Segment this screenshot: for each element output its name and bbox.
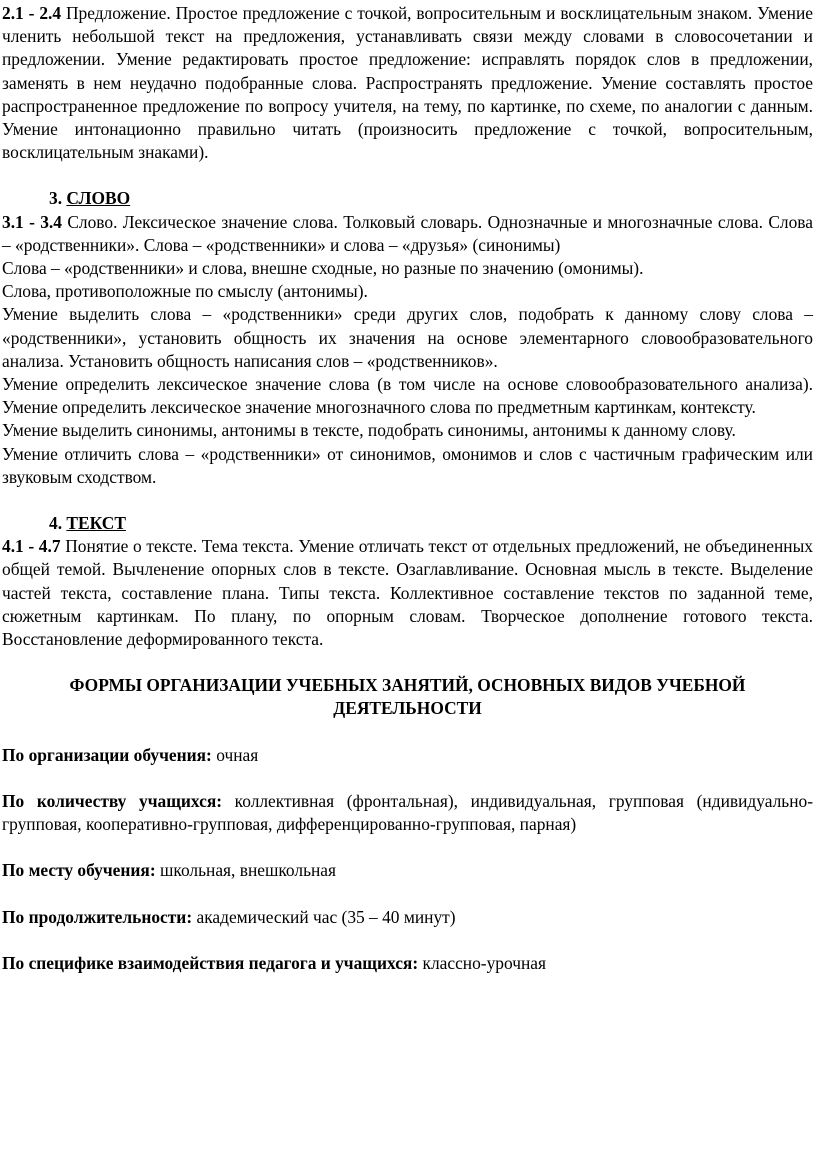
- section-3-number: 3.: [49, 188, 63, 209]
- section-3-line-2: Слова – «родственники» и слова, внешне сходные, но разные по значению (омонимы).: [2, 258, 644, 279]
- spacer: [2, 489, 813, 512]
- form-item-place: [2, 859, 813, 882]
- form-item-interaction: [2, 952, 813, 975]
- forms-title: ФОРМЫ ОРГАНИЗАЦИИ УЧЕБНЫХ ЗАНЯТИЙ, ОСНОВНЫХ ВИДОВ УЧЕБНОЙ ДЕЯТЕЛЬНОСТИ: [69, 675, 746, 719]
- form-item-key: По количеству учащихся:: [2, 790, 223, 811]
- section-3-text-1: Слово. Лексическое значение слова. Толковый словарь. Однозначные и многозначные слова. Слова – «родственники». Слова – «родственники» и слова – «друзья» (синонимы): [2, 211, 813, 255]
- form-item-value: классно-урочная: [422, 952, 546, 973]
- spacer: [2, 929, 813, 952]
- form-item-key: По специфике взаимодействия педагога и учащихся:: [2, 952, 419, 973]
- form-item-value: очная: [216, 744, 259, 765]
- spacer: [2, 767, 813, 790]
- section-4-title: ТЕКСТ: [66, 513, 126, 534]
- section-4-heading: [2, 512, 813, 535]
- section-2-text: Предложение. Простое предложение с точкой, вопросительным и восклицательным знаком. Умение членить небольшой текст на предложения, устанавливать связи между словами в словосочетании и предложении. Умение редактировать простое предложение: исправлять порядок слов в предложении, заменять в нем неудачно подобранные слова. Распространять предложение. Умение составлять простое распространенное предложение по вопросу учителя, на тему, по картинке, по схеме, по аналогии с данным. Умение интонационно правильно читать (произносить предложение с точкой, вопросительным, восклицательным знаками).: [2, 3, 814, 163]
- section-4-text: Понятие о тексте. Тема текста. Умение отличать текст от отдельных предложений, не объединенных общей темой. Вычленение опорных слов в тексте. Озаглавливание. Основная мысль в тексте. Выделение частей текста, составление плана. Типы текста. Коллективное составление текстов по заданной теме, сюжетным картинкам. По плану, по опорным словам. Творческое дополнение готового текста. Восстановление деформированного текста.: [2, 536, 813, 650]
- spacer: [2, 883, 813, 906]
- form-item-key: По организации обучения:: [2, 744, 212, 765]
- section-4-range: 4.1 - 4.7: [2, 536, 61, 557]
- form-item-key: По месту обучения:: [2, 860, 156, 881]
- section-3-title: СЛОВО: [66, 188, 131, 209]
- spacer: [2, 721, 813, 744]
- spacer: [2, 164, 813, 187]
- form-item-students-count: [2, 790, 813, 836]
- section-4-paragraph: [2, 535, 813, 651]
- section-3-line-5: Умение определить лексическое значение слова (в том числе на основе словообразовательного анализа). Умение определить лексическое значение многозначного слова по предметным картинкам, контексту.: [2, 374, 813, 418]
- section-3-line-7: Умение отличить слова – «родственники» от синонимов, омонимов и слов с частичным графическим или звуковым сходством.: [2, 443, 813, 487]
- spacer: [2, 836, 813, 859]
- section-4-number: 4.: [49, 513, 63, 534]
- form-item-value: коллективная (фронтальная), индивидуальная, групповая (ндивидуально-групповая, кооперативно-групповая, дифференцированно-групповая, парная): [2, 790, 813, 835]
- section-3-line-4: Умение выделить слова – «родственники» среди других слов, подобрать к данному слову слова – «родственники», установить общность их значения на основе элементарного словообразовательного анализа. Установить общность написания слов – «родственников».: [2, 304, 813, 371]
- section-3-line-6: Умение выделить синонимы, антонимы в тексте, подобрать синонимы, антонимы к данному слову.: [2, 420, 736, 441]
- section-3-line-1: [2, 211, 813, 257]
- section-2-paragraph: [2, 2, 813, 164]
- section-2-range: 2.1 - 2.4: [2, 3, 62, 23]
- section-3-heading: [2, 187, 813, 210]
- form-item-organization: [2, 744, 813, 767]
- section-3-range: 3.1 - 3.4: [2, 211, 62, 232]
- form-item-duration: [2, 906, 813, 929]
- section-3-line-3: Слова, противоположные по смыслу (антонимы).: [2, 281, 368, 302]
- form-item-value: академический час (35 – 40 минут): [196, 906, 456, 927]
- spacer: [2, 651, 813, 674]
- form-item-key: По продолжительности:: [2, 906, 193, 927]
- form-item-value: школьная, внешкольная: [159, 860, 337, 881]
